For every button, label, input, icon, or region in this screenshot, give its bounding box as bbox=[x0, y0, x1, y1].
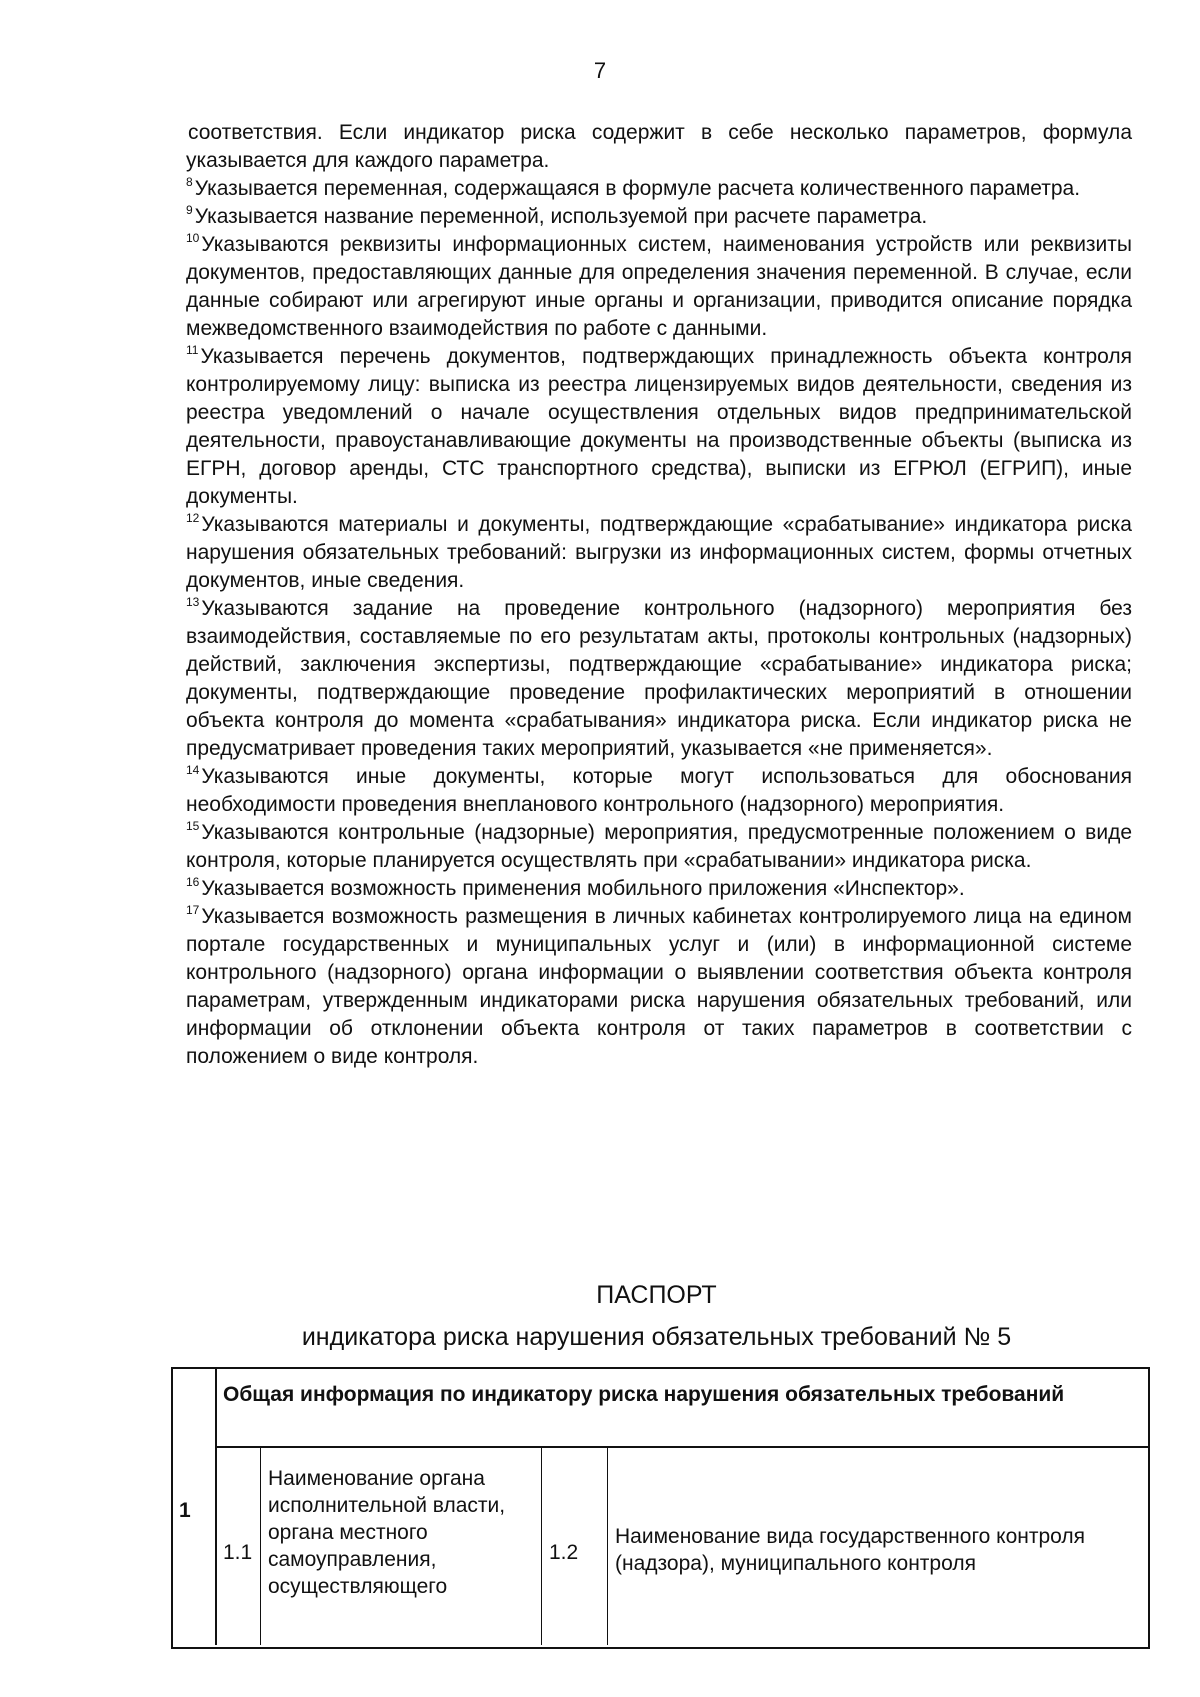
footnote-text: Указываются иные документы, которые могут использоваться для обоснования необходимости проведения внепланового контрольного (надзорного) мероприятия. bbox=[186, 765, 1132, 816]
passport-table bbox=[171, 1367, 1150, 1649]
footnote-mark: 8 bbox=[186, 175, 193, 189]
footnote-mark: 11 bbox=[186, 343, 199, 357]
footnote bbox=[186, 175, 1132, 203]
footnote-mark: 9 bbox=[186, 203, 193, 217]
table-divider bbox=[541, 1446, 542, 1645]
footnote-mark: 17 bbox=[186, 903, 200, 917]
footnote bbox=[186, 231, 1132, 343]
footnote bbox=[186, 903, 1132, 1071]
footnote bbox=[186, 875, 1132, 903]
footnote bbox=[186, 595, 1132, 763]
footnote-mark: 10 bbox=[186, 231, 200, 245]
footnote-mark: 16 bbox=[186, 875, 200, 889]
footnote-text: Указываются реквизиты информационных систем, наименования устройств или реквизиты документов, предоставляющих данные для определения значения переменной. В случае, если данные собирают или агрегируют иные органы и организации, приводится описание порядка межведомственного взаимодействия по работе с данными. bbox=[186, 233, 1132, 340]
section-number: 1 bbox=[179, 1499, 191, 1522]
footnote bbox=[186, 119, 1132, 175]
page-number: 7 bbox=[593, 58, 607, 83]
footnote-text: Указывается возможность применения мобильного приложения «Инспектор». bbox=[201, 877, 965, 900]
table-divider bbox=[607, 1446, 608, 1645]
section-header: Общая информация по индикатору риска нарушения обязательных требований bbox=[223, 1383, 1065, 1406]
footnote-text: Указывается перечень документов, подтверждающих принадлежность объекта контроля контролируемому лицу: выписка из реестра лицензируемых видов деятельности, сведения из реестра уведомлений о начале осуществления отдельных видов предпринимательской деятельности, правоустанавливающие документы на производственные объекты (выписка из ЕГРН, договор аренды, СТС транспортного средства), выписки из ЕГРЮЛ (ЕГРИП), иные документы. bbox=[186, 345, 1132, 508]
footnote bbox=[186, 819, 1132, 875]
passport-title: ПАСПОРТ bbox=[596, 1281, 717, 1309]
row-left-number: 1.1 bbox=[223, 1541, 253, 1564]
table-divider bbox=[215, 1369, 217, 1645]
footnote-text: Указывается возможность размещения в личных кабинетах контролируемого лица на едином портале государственных и муниципальных услуг и (или) в информационной системе контрольного (надзорного) органа информации о выявлении соответствия объекта контроля параметрам, утвержденным индикаторами риска нарушения обязательных требований, или информации об отклонении объекта контроля от таких параметров в соответствии с положением о виде контроля. bbox=[186, 905, 1132, 1068]
footnote-text: соответствия. Если индикатор риска содержит в себе несколько параметров, формула указывается для каждого параметра. bbox=[186, 121, 1132, 172]
footnote bbox=[186, 511, 1132, 595]
passport-subtitle: индикатора риска нарушения обязательных требований № 5 bbox=[301, 1323, 1012, 1351]
footnote-text: Указывается название переменной, используемой при расчете параметра. bbox=[194, 205, 928, 228]
footnote-mark: 13 bbox=[186, 595, 200, 609]
footnote-text: Указываются материалы и документы, подтверждающие «срабатывание» индикатора риска нарушения обязательных требований: выгрузки из информационных систем, формы отчетных документов, иные сведения. bbox=[186, 513, 1132, 592]
footnote bbox=[186, 763, 1132, 819]
footnote-text: Указывается переменная, содержащаяся в формуле расчета количественного параметра. bbox=[194, 177, 1081, 200]
footnote-mark: 14 bbox=[186, 763, 200, 777]
table-divider bbox=[215, 1446, 1148, 1448]
footnote bbox=[186, 343, 1132, 511]
footnote-text: Указываются задание на проведение контрольного (надзорного) мероприятия без взаимодействия, составляемые по его результатам акты, протоколы контрольных (надзорных) действий, заключения экспертизы, подтверждающие «срабатывание» индикатора риска; документы, подтверждающие проведение профилактических мероприятий в отношении объекта контроля до момента «срабатывания» индикатора риска. Если индикатор риска не предусматривает проведения таких мероприятий, указывается «не применяется». bbox=[186, 597, 1132, 760]
row-left-text: Наименование органа исполнительной власти, органа местного самоуправления, осуществляющего bbox=[268, 1467, 506, 1598]
table-divider bbox=[260, 1446, 261, 1645]
footnotes bbox=[186, 119, 1132, 1071]
footnote-mark: 12 bbox=[186, 511, 200, 525]
footnote bbox=[186, 203, 1132, 231]
footnote-text: Указываются контрольные (надзорные) мероприятия, предусмотренные положением о виде контроля, которые планируется осуществлять при «срабатывании» индикатора риска. bbox=[186, 821, 1132, 872]
footnote-mark: 15 bbox=[186, 819, 200, 833]
row-right-text: Наименование вида государственного контроля (надзора), муниципального контроля bbox=[615, 1525, 1085, 1575]
row-right-number: 1.2 bbox=[549, 1541, 579, 1564]
